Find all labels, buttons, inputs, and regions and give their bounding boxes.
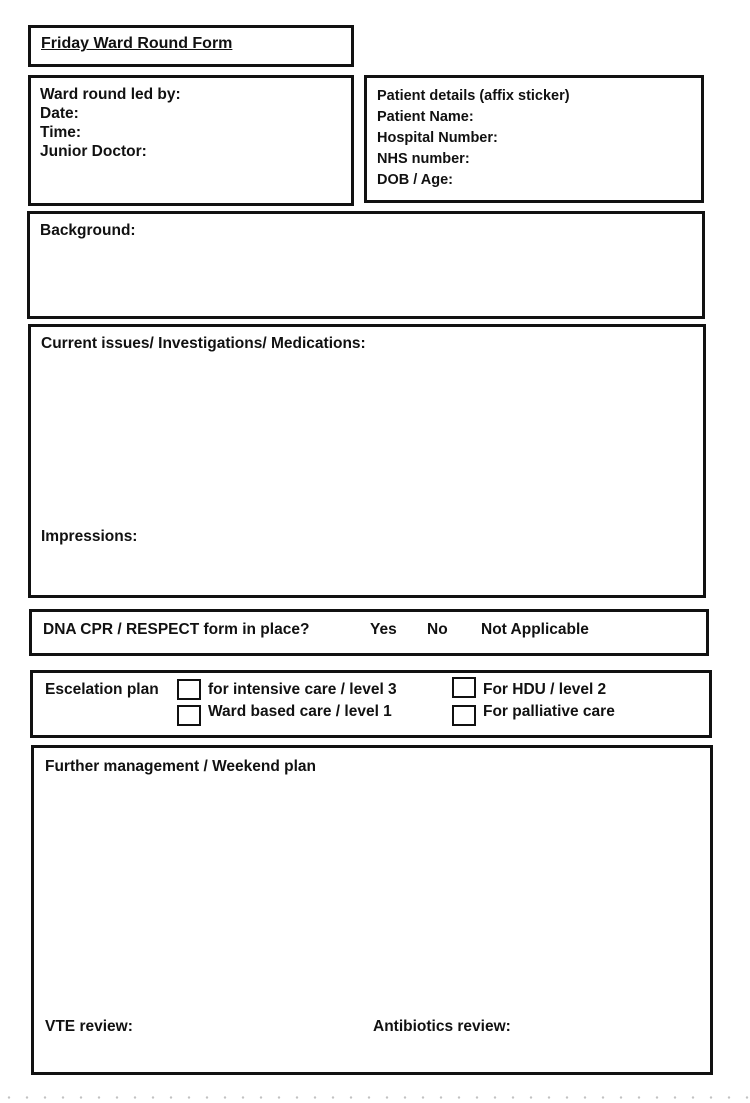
background-label: Background: (40, 222, 136, 239)
current-issues-label: Current issues/ Investigations/ Medications: (41, 335, 366, 352)
vte-review-label: VTE review: (45, 1018, 133, 1035)
further-management-label: Further management / Weekend plan (45, 758, 317, 775)
patient-fields (377, 86, 570, 191)
antibiotics-review-label: Antibiotics review: (373, 1018, 511, 1035)
junior-doctor-label: Junior Doctor: (40, 143, 147, 160)
time-label: Time: (40, 124, 82, 141)
patient-details-heading: Patient details (affix sticker) (377, 88, 570, 104)
dnacpr-no-option[interactable]: No (427, 621, 448, 638)
hdu-checkbox[interactable] (452, 677, 476, 698)
nhs-number-label: NHS number: (377, 151, 470, 167)
patient-name-label: Patient Name: (377, 109, 474, 125)
ward-care-checkbox[interactable] (177, 705, 201, 726)
led-by-label: Ward round led by: (40, 86, 181, 103)
palliative-care-label: For palliative care (483, 703, 615, 720)
dnacpr-question: DNA CPR / RESPECT form in place? (43, 621, 310, 638)
ward-round-fields (40, 85, 181, 161)
dob-age-label: DOB / Age: (377, 172, 453, 188)
ward-care-label: Ward based care / level 1 (208, 703, 392, 720)
bottom-dotted-edge (0, 1096, 750, 1099)
form-title: Friday Ward Round Form (41, 35, 233, 52)
dnacpr-na-option[interactable]: Not Applicable (481, 621, 589, 638)
impressions-label: Impressions: (41, 528, 138, 545)
hdu-label: For HDU / level 2 (483, 681, 607, 698)
hospital-number-label: Hospital Number: (377, 130, 498, 146)
intensive-care-checkbox[interactable] (177, 679, 201, 700)
dnacpr-yes-option[interactable]: Yes (370, 621, 397, 638)
further-management-box (31, 745, 713, 1075)
date-label: Date: (40, 105, 79, 122)
intensive-care-label: for intensive care / level 3 (208, 681, 397, 698)
palliative-care-checkbox[interactable] (452, 705, 476, 726)
current-issues-box (28, 324, 706, 598)
escalation-label: Escelation plan (45, 681, 159, 698)
